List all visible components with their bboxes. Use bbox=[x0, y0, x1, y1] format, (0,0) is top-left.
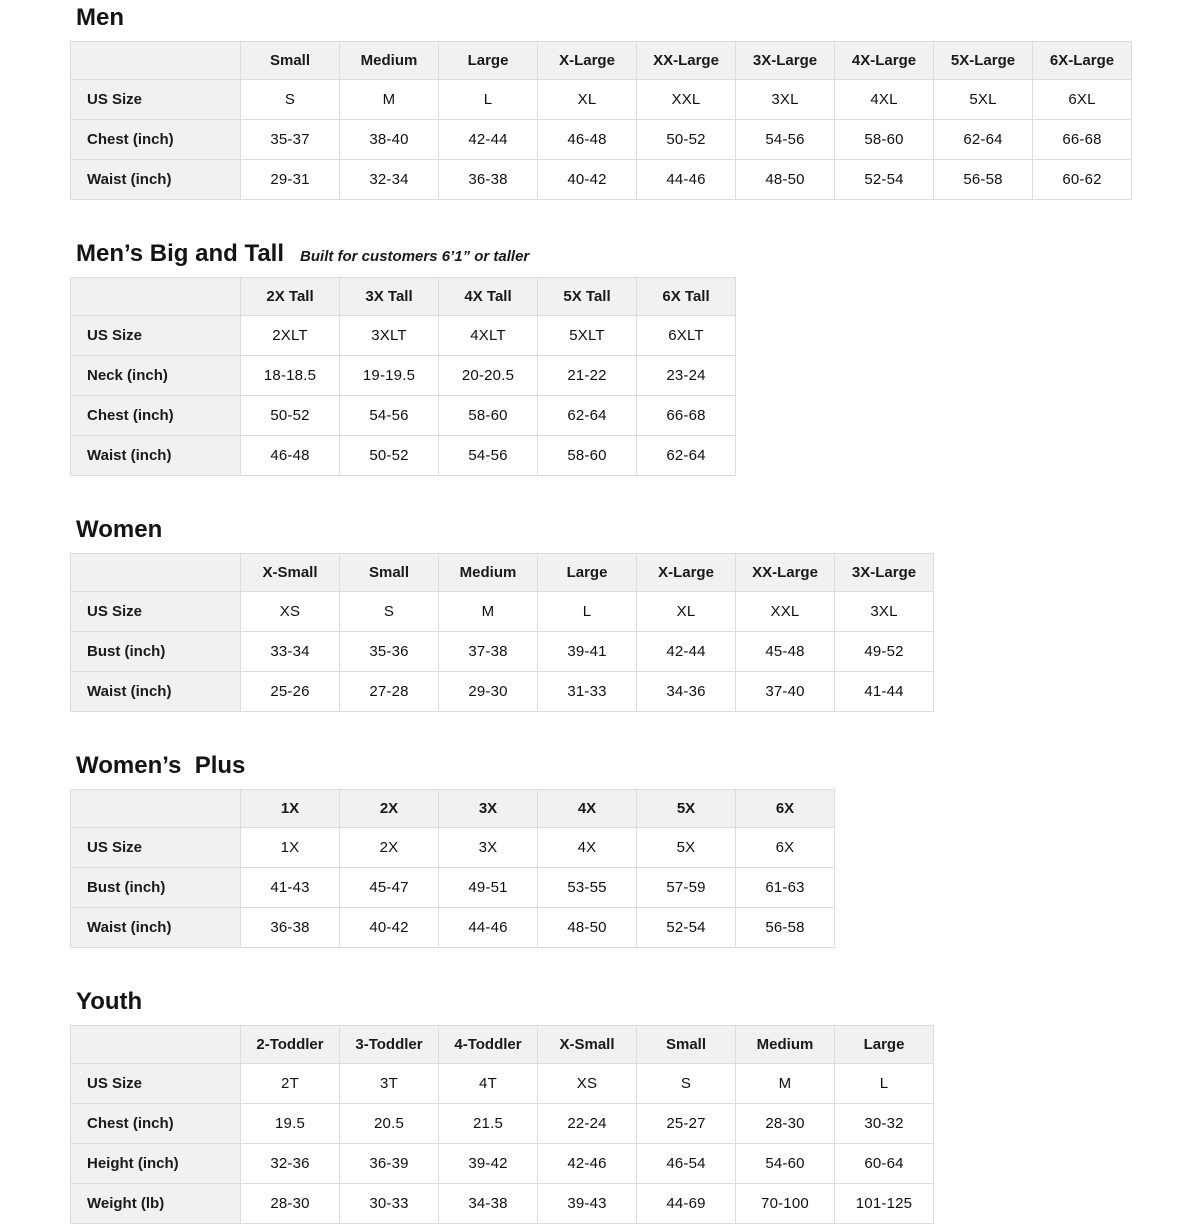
row-label: Bust (inch) bbox=[71, 868, 241, 908]
column-header-row bbox=[71, 1026, 934, 1064]
size-value-cell: 37-38 bbox=[439, 632, 538, 672]
size-table-youth bbox=[70, 1025, 934, 1224]
section-header bbox=[70, 2, 1200, 32]
size-value-cell: 3XLT bbox=[340, 316, 439, 356]
size-value-cell: 44-69 bbox=[637, 1184, 736, 1224]
size-value-cell: 4X bbox=[538, 828, 637, 868]
column-header: XX-Large bbox=[637, 42, 736, 80]
size-table-men-s-big-and-tall bbox=[70, 277, 736, 476]
size-value-cell: 36-38 bbox=[241, 908, 340, 948]
size-value-cell: 23-24 bbox=[637, 356, 736, 396]
row-label: Chest (inch) bbox=[71, 396, 241, 436]
size-section-youth bbox=[70, 948, 1200, 1224]
size-value-cell: L bbox=[439, 80, 538, 120]
section-header bbox=[70, 476, 1200, 544]
size-value-cell: 54-60 bbox=[736, 1144, 835, 1184]
column-header: 3X Tall bbox=[340, 278, 439, 316]
section-title-men: Men bbox=[76, 4, 124, 31]
table-row bbox=[71, 1144, 934, 1184]
size-value-cell: S bbox=[340, 592, 439, 632]
size-value-cell: XL bbox=[538, 80, 637, 120]
size-value-cell: 25-26 bbox=[241, 672, 340, 712]
size-value-cell: 3XL bbox=[835, 592, 934, 632]
size-value-cell: 20.5 bbox=[340, 1104, 439, 1144]
table-row bbox=[71, 1104, 934, 1144]
size-value-cell: 45-48 bbox=[736, 632, 835, 672]
row-label: Neck (inch) bbox=[71, 356, 241, 396]
size-section-women bbox=[70, 476, 1200, 712]
row-label: US Size bbox=[71, 1064, 241, 1104]
size-value-cell: 5XL bbox=[934, 80, 1033, 120]
size-value-cell: 4XLT bbox=[439, 316, 538, 356]
column-header: 5X Tall bbox=[538, 278, 637, 316]
size-value-cell: 56-58 bbox=[736, 908, 835, 948]
size-value-cell: 49-52 bbox=[835, 632, 934, 672]
size-value-cell: 18-18.5 bbox=[241, 356, 340, 396]
row-label: US Size bbox=[71, 316, 241, 356]
size-value-cell: 31-33 bbox=[538, 672, 637, 712]
size-value-cell: 58-60 bbox=[835, 120, 934, 160]
table-row bbox=[71, 828, 835, 868]
size-value-cell: 2XLT bbox=[241, 316, 340, 356]
size-table-men bbox=[70, 41, 1132, 200]
column-header: 2X Tall bbox=[241, 278, 340, 316]
section-header bbox=[70, 948, 1200, 1016]
column-header: 6X-Large bbox=[1033, 42, 1132, 80]
column-header: 2X bbox=[340, 790, 439, 828]
column-header: Medium bbox=[736, 1026, 835, 1064]
corner-cell bbox=[71, 790, 241, 828]
column-header: X-Large bbox=[637, 554, 736, 592]
size-value-cell: 27-28 bbox=[340, 672, 439, 712]
size-value-cell: 39-43 bbox=[538, 1184, 637, 1224]
table-row bbox=[71, 908, 835, 948]
size-value-cell: 42-46 bbox=[538, 1144, 637, 1184]
size-value-cell: XXL bbox=[637, 80, 736, 120]
table-row bbox=[71, 1064, 934, 1104]
size-value-cell: 20-20.5 bbox=[439, 356, 538, 396]
size-table-women bbox=[70, 553, 934, 712]
table-row bbox=[71, 672, 934, 712]
size-value-cell: 52-54 bbox=[637, 908, 736, 948]
column-header: X-Small bbox=[538, 1026, 637, 1064]
size-value-cell: 3T bbox=[340, 1064, 439, 1104]
size-value-cell: 2X bbox=[340, 828, 439, 868]
size-value-cell: 62-64 bbox=[637, 436, 736, 476]
size-value-cell: 3X bbox=[439, 828, 538, 868]
size-section-men bbox=[70, 2, 1200, 200]
size-value-cell: 29-30 bbox=[439, 672, 538, 712]
size-value-cell: 58-60 bbox=[538, 436, 637, 476]
row-label: US Size bbox=[71, 592, 241, 632]
column-header: Small bbox=[637, 1026, 736, 1064]
column-header: 4X Tall bbox=[439, 278, 538, 316]
size-value-cell: 44-46 bbox=[637, 160, 736, 200]
size-value-cell: 54-56 bbox=[340, 396, 439, 436]
column-header: Medium bbox=[439, 554, 538, 592]
table-row bbox=[71, 436, 736, 476]
row-label: US Size bbox=[71, 80, 241, 120]
row-label: US Size bbox=[71, 828, 241, 868]
size-value-cell: 49-51 bbox=[439, 868, 538, 908]
column-header: 5X bbox=[637, 790, 736, 828]
size-value-cell: 46-48 bbox=[241, 436, 340, 476]
column-header: Small bbox=[241, 42, 340, 80]
size-value-cell: 41-44 bbox=[835, 672, 934, 712]
size-value-cell: 66-68 bbox=[637, 396, 736, 436]
size-value-cell: 21.5 bbox=[439, 1104, 538, 1144]
size-value-cell: 37-40 bbox=[736, 672, 835, 712]
size-value-cell: 101-125 bbox=[835, 1184, 934, 1224]
size-value-cell: XS bbox=[538, 1064, 637, 1104]
section-title-women-s-plus: Women’s Plus bbox=[76, 752, 246, 779]
size-value-cell: 40-42 bbox=[340, 908, 439, 948]
column-header: X-Large bbox=[538, 42, 637, 80]
size-value-cell: 46-48 bbox=[538, 120, 637, 160]
row-label: Chest (inch) bbox=[71, 120, 241, 160]
size-value-cell: 36-38 bbox=[439, 160, 538, 200]
size-value-cell: 45-47 bbox=[340, 868, 439, 908]
size-value-cell: S bbox=[241, 80, 340, 120]
table-row bbox=[71, 316, 736, 356]
size-value-cell: 46-54 bbox=[637, 1144, 736, 1184]
row-label: Chest (inch) bbox=[71, 1104, 241, 1144]
size-value-cell: XXL bbox=[736, 592, 835, 632]
table-row bbox=[71, 632, 934, 672]
corner-cell bbox=[71, 42, 241, 80]
size-value-cell: 58-60 bbox=[439, 396, 538, 436]
table-row bbox=[71, 160, 1132, 200]
column-header: 4X bbox=[538, 790, 637, 828]
row-label: Bust (inch) bbox=[71, 632, 241, 672]
table-row bbox=[71, 120, 1132, 160]
size-value-cell: 6XLT bbox=[637, 316, 736, 356]
size-value-cell: 50-52 bbox=[637, 120, 736, 160]
column-header: X-Small bbox=[241, 554, 340, 592]
corner-cell bbox=[71, 278, 241, 316]
column-header: 4X-Large bbox=[835, 42, 934, 80]
column-header: XX-Large bbox=[736, 554, 835, 592]
column-header: 3X-Large bbox=[736, 42, 835, 80]
size-value-cell: 52-54 bbox=[835, 160, 934, 200]
table-row bbox=[71, 356, 736, 396]
table-row bbox=[71, 396, 736, 436]
size-value-cell: 29-31 bbox=[241, 160, 340, 200]
size-value-cell: 30-33 bbox=[340, 1184, 439, 1224]
column-header: Small bbox=[340, 554, 439, 592]
column-header: 6X bbox=[736, 790, 835, 828]
row-label: Waist (inch) bbox=[71, 160, 241, 200]
size-value-cell: 2T bbox=[241, 1064, 340, 1104]
column-header: 2-Toddler bbox=[241, 1026, 340, 1064]
table-row bbox=[71, 80, 1132, 120]
size-value-cell: 60-62 bbox=[1033, 160, 1132, 200]
size-value-cell: 22-24 bbox=[538, 1104, 637, 1144]
size-value-cell: 70-100 bbox=[736, 1184, 835, 1224]
section-header bbox=[70, 712, 1200, 780]
table-row bbox=[71, 592, 934, 632]
table-row bbox=[71, 868, 835, 908]
column-header: 5X-Large bbox=[934, 42, 1033, 80]
size-value-cell: 6X bbox=[736, 828, 835, 868]
size-value-cell: XS bbox=[241, 592, 340, 632]
row-label: Height (inch) bbox=[71, 1144, 241, 1184]
size-value-cell: 4XL bbox=[835, 80, 934, 120]
column-header-row bbox=[71, 278, 736, 316]
size-value-cell: 35-36 bbox=[340, 632, 439, 672]
size-value-cell: 35-37 bbox=[241, 120, 340, 160]
size-value-cell: M bbox=[340, 80, 439, 120]
column-header: Large bbox=[835, 1026, 934, 1064]
column-header: 3X bbox=[439, 790, 538, 828]
size-value-cell: 48-50 bbox=[538, 908, 637, 948]
row-label: Waist (inch) bbox=[71, 908, 241, 948]
row-label: Waist (inch) bbox=[71, 436, 241, 476]
size-section-women-s-plus bbox=[70, 712, 1200, 948]
corner-cell bbox=[71, 1026, 241, 1064]
size-value-cell: 5X bbox=[637, 828, 736, 868]
column-header: 4-Toddler bbox=[439, 1026, 538, 1064]
table-row bbox=[71, 1184, 934, 1224]
size-value-cell: 41-43 bbox=[241, 868, 340, 908]
column-header: 6X Tall bbox=[637, 278, 736, 316]
size-value-cell: 50-52 bbox=[340, 436, 439, 476]
size-value-cell: 50-52 bbox=[241, 396, 340, 436]
size-value-cell: 19-19.5 bbox=[340, 356, 439, 396]
size-table-women-s-plus bbox=[70, 789, 835, 948]
column-header: Medium bbox=[340, 42, 439, 80]
size-value-cell: 57-59 bbox=[637, 868, 736, 908]
size-value-cell: XL bbox=[637, 592, 736, 632]
size-value-cell: 32-36 bbox=[241, 1144, 340, 1184]
size-value-cell: 36-39 bbox=[340, 1144, 439, 1184]
size-value-cell: 38-40 bbox=[340, 120, 439, 160]
size-value-cell: 30-32 bbox=[835, 1104, 934, 1144]
column-header: 3-Toddler bbox=[340, 1026, 439, 1064]
size-value-cell: M bbox=[439, 592, 538, 632]
column-header: 3X-Large bbox=[835, 554, 934, 592]
row-label: Weight (lb) bbox=[71, 1184, 241, 1224]
column-header-row bbox=[71, 42, 1132, 80]
size-value-cell: 56-58 bbox=[934, 160, 1033, 200]
size-value-cell: 4T bbox=[439, 1064, 538, 1104]
size-value-cell: 25-27 bbox=[637, 1104, 736, 1144]
size-value-cell: 54-56 bbox=[736, 120, 835, 160]
size-value-cell: 33-34 bbox=[241, 632, 340, 672]
size-value-cell: 66-68 bbox=[1033, 120, 1132, 160]
size-value-cell: 54-56 bbox=[439, 436, 538, 476]
size-value-cell: L bbox=[835, 1064, 934, 1104]
section-header bbox=[70, 200, 1200, 268]
size-value-cell: 42-44 bbox=[439, 120, 538, 160]
section-subtitle: Built for customers 6’1” or taller bbox=[300, 248, 530, 265]
size-value-cell: S bbox=[637, 1064, 736, 1104]
size-value-cell: 34-36 bbox=[637, 672, 736, 712]
size-value-cell: 32-34 bbox=[340, 160, 439, 200]
size-value-cell: 62-64 bbox=[538, 396, 637, 436]
row-label: Waist (inch) bbox=[71, 672, 241, 712]
size-value-cell: 39-42 bbox=[439, 1144, 538, 1184]
size-value-cell: L bbox=[538, 592, 637, 632]
size-value-cell: 62-64 bbox=[934, 120, 1033, 160]
size-value-cell: 28-30 bbox=[241, 1184, 340, 1224]
size-value-cell: 48-50 bbox=[736, 160, 835, 200]
column-header-row bbox=[71, 554, 934, 592]
size-value-cell: 39-41 bbox=[538, 632, 637, 672]
corner-cell bbox=[71, 554, 241, 592]
size-value-cell: 3XL bbox=[736, 80, 835, 120]
size-value-cell: M bbox=[736, 1064, 835, 1104]
section-title-men-s-big-and-tall: Men’s Big and Tall bbox=[76, 240, 285, 267]
size-value-cell: 44-46 bbox=[439, 908, 538, 948]
size-value-cell: 28-30 bbox=[736, 1104, 835, 1144]
section-title-women: Women bbox=[76, 516, 163, 543]
column-header-row bbox=[71, 790, 835, 828]
column-header: Large bbox=[439, 42, 538, 80]
size-value-cell: 53-55 bbox=[538, 868, 637, 908]
size-value-cell: 42-44 bbox=[637, 632, 736, 672]
column-header: Large bbox=[538, 554, 637, 592]
size-value-cell: 61-63 bbox=[736, 868, 835, 908]
section-title-youth: Youth bbox=[76, 988, 143, 1015]
size-value-cell: 19.5 bbox=[241, 1104, 340, 1144]
size-value-cell: 34-38 bbox=[439, 1184, 538, 1224]
size-value-cell: 1X bbox=[241, 828, 340, 868]
column-header: 1X bbox=[241, 790, 340, 828]
size-value-cell: 6XL bbox=[1033, 80, 1132, 120]
size-value-cell: 60-64 bbox=[835, 1144, 934, 1184]
size-value-cell: 21-22 bbox=[538, 356, 637, 396]
size-value-cell: 40-42 bbox=[538, 160, 637, 200]
size-section-men-s-big-and-tall bbox=[70, 200, 1200, 476]
size-value-cell: 5XLT bbox=[538, 316, 637, 356]
